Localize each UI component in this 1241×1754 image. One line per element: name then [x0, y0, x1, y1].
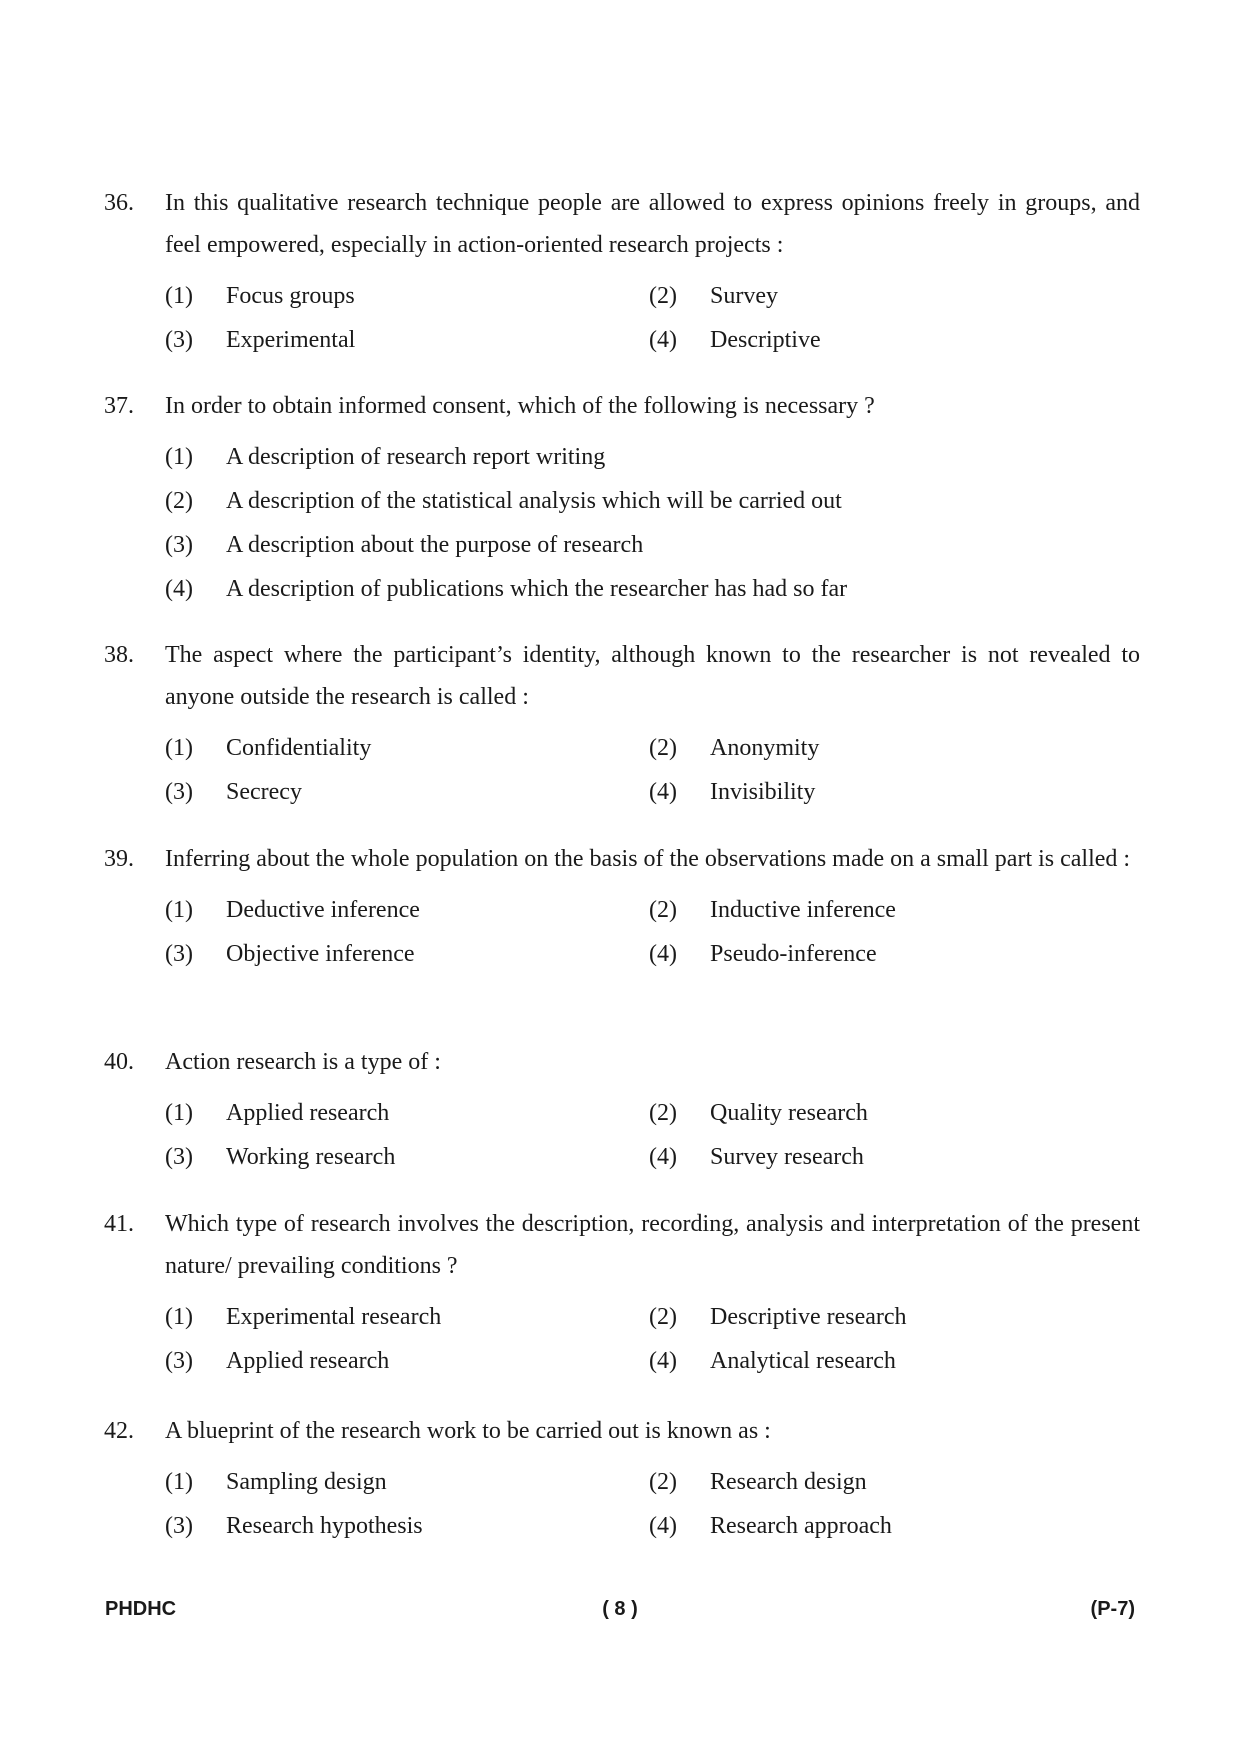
- question-text: Which type of research involves the description, recording, analysis and interpretation of the present nature/ prevailing conditions ?: [165, 1211, 1140, 1279]
- option-number: (2): [165, 488, 193, 514]
- option-1: [165, 274, 649, 318]
- option-text: Survey: [710, 283, 778, 309]
- question-41: [104, 1203, 1140, 1383]
- option-number: (3): [165, 1348, 193, 1374]
- option-text: Analytical research: [710, 1348, 896, 1374]
- option-number: (1): [165, 1100, 193, 1126]
- option-number: (3): [165, 1513, 193, 1539]
- option-1: [165, 435, 1140, 479]
- option-text: Research hypothesis: [226, 1513, 423, 1539]
- question-38: [104, 634, 1140, 814]
- option-text: Applied research: [226, 1100, 390, 1126]
- option-4: [649, 1339, 1140, 1383]
- options: [165, 726, 1140, 814]
- option-2: [649, 274, 1140, 318]
- option-text: A description of research report writing: [226, 444, 606, 470]
- question-text: A blueprint of the research work to be carried out is known as :: [165, 1418, 771, 1444]
- question-number: 42.: [104, 1418, 134, 1444]
- question-text: In order to obtain informed consent, which of the following is necessary ?: [165, 393, 875, 419]
- option-number: (2): [649, 1304, 677, 1330]
- option-text: Anonymity: [710, 735, 820, 761]
- option-1: [165, 1460, 649, 1504]
- option-1: [165, 1091, 649, 1135]
- option-number: (1): [165, 1469, 193, 1495]
- option-2: [649, 1091, 1140, 1135]
- option-1: [165, 726, 649, 770]
- option-text: Quality research: [710, 1100, 868, 1126]
- option-3: [165, 1135, 649, 1179]
- option-1: [165, 888, 649, 932]
- options: [165, 435, 1140, 611]
- question-42: [104, 1410, 1140, 1548]
- option-text: Working research: [226, 1144, 396, 1170]
- option-number: (4): [165, 576, 193, 602]
- option-3: [165, 932, 649, 976]
- option-text: A description of publications which the researcher has had so far: [226, 576, 848, 602]
- option-text: Research design: [710, 1469, 867, 1495]
- option-2: [649, 888, 1140, 932]
- question-text: Inferring about the whole population on the basis of the observations made on a small part is called :: [165, 846, 1131, 872]
- question-number: 40.: [104, 1049, 134, 1075]
- options: [165, 274, 1140, 362]
- option-number: (4): [649, 1513, 677, 1539]
- option-2: [649, 726, 1140, 770]
- question-number: 39.: [104, 846, 134, 872]
- option-text: A description about the purpose of research: [226, 532, 644, 558]
- option-3: [165, 523, 1140, 567]
- question-number: 36.: [104, 190, 134, 216]
- option-number: (1): [165, 1304, 193, 1330]
- option-number: (1): [165, 735, 193, 761]
- option-1: [165, 1295, 649, 1339]
- option-3: [165, 318, 649, 362]
- option-text: Secrecy: [226, 779, 302, 805]
- option-text: Invisibility: [710, 779, 816, 805]
- option-text: A description of the statistical analysis which will be carried out: [226, 488, 842, 514]
- option-4: [649, 318, 1140, 362]
- option-3: [165, 1339, 649, 1383]
- option-number: (4): [649, 1144, 677, 1170]
- page-footer: [105, 1598, 1135, 1628]
- option-4: [649, 770, 1140, 814]
- question-36: [104, 182, 1140, 362]
- question-number: 37.: [104, 393, 134, 419]
- options: [165, 1091, 1140, 1179]
- option-text: Confidentiality: [226, 735, 372, 761]
- option-text: Pseudo-inference: [710, 941, 877, 967]
- option-text: Descriptive: [710, 327, 821, 353]
- option-4: [165, 567, 1140, 611]
- options: [165, 888, 1140, 976]
- option-2: [649, 1460, 1140, 1504]
- option-number: (2): [649, 897, 677, 923]
- question-text: In this qualitative research technique people are allowed to express opinions freely in groups, and feel empowered, especially in action-oriented research projects :: [165, 190, 1140, 258]
- option-number: (1): [165, 283, 193, 309]
- option-text: Survey research: [710, 1144, 864, 1170]
- question-text: Action research is a type of :: [165, 1049, 441, 1075]
- question-39: [104, 838, 1140, 976]
- option-number: (2): [649, 1100, 677, 1126]
- option-4: [649, 1135, 1140, 1179]
- option-4: [649, 932, 1140, 976]
- option-number: (3): [165, 941, 193, 967]
- option-number: (4): [649, 941, 677, 967]
- page-number: ( 8 ): [602, 1598, 638, 1620]
- options: [165, 1460, 1140, 1548]
- option-text: Inductive inference: [710, 897, 896, 923]
- option-number: (2): [649, 1469, 677, 1495]
- option-text: Experimental: [226, 327, 356, 353]
- option-number: (3): [165, 1144, 193, 1170]
- set-code: (P-7): [1090, 1598, 1135, 1620]
- option-number: (4): [649, 327, 677, 353]
- option-number: (1): [165, 444, 193, 470]
- option-text: Objective inference: [226, 941, 415, 967]
- option-number: (3): [165, 327, 193, 353]
- option-number: (2): [649, 735, 677, 761]
- paper-code: PHDHC: [105, 1598, 177, 1620]
- option-text: Focus groups: [226, 283, 355, 309]
- question-40: [104, 1041, 1140, 1179]
- option-number: (2): [649, 283, 677, 309]
- option-2: [165, 479, 1140, 523]
- option-text: Descriptive research: [710, 1304, 907, 1330]
- option-3: [165, 770, 649, 814]
- option-number: (4): [649, 1348, 677, 1374]
- option-number: (4): [649, 779, 677, 805]
- question-37: [104, 385, 1140, 611]
- option-text: Deductive inference: [226, 897, 420, 923]
- option-number: (3): [165, 532, 193, 558]
- option-text: Experimental research: [226, 1304, 442, 1330]
- option-2: [649, 1295, 1140, 1339]
- question-number: 38.: [104, 642, 134, 668]
- option-number: (1): [165, 897, 193, 923]
- option-4: [649, 1504, 1140, 1548]
- option-3: [165, 1504, 649, 1548]
- option-text: Sampling design: [226, 1469, 387, 1495]
- option-text: Applied research: [226, 1348, 390, 1374]
- question-number: 41.: [104, 1211, 134, 1237]
- option-number: (3): [165, 779, 193, 805]
- question-text: The aspect where the participant’s identity, although known to the researcher is not revealed to anyone outside the research is called :: [165, 642, 1140, 710]
- options: [165, 1295, 1140, 1383]
- option-text: Research approach: [710, 1513, 892, 1539]
